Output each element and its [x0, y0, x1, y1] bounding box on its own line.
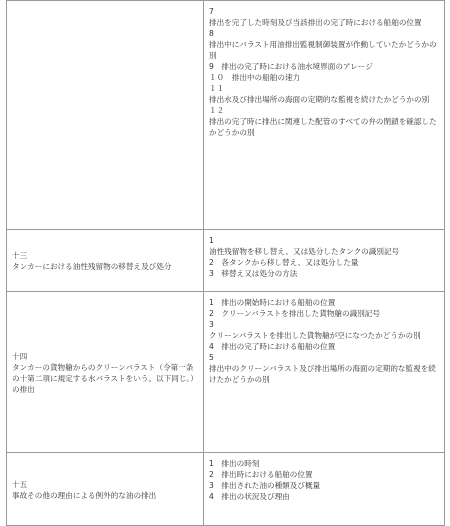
detail-line: 1 排出の開始時における船舶の位置: [209, 298, 336, 307]
detail-line: 排出を完了した時刻及び当該排出の完了時における船舶の位置: [209, 18, 422, 27]
table-row: [7, 230, 445, 292]
detail-line: 4 排出の状況及び理由: [209, 492, 290, 501]
item-cell: [7, 292, 204, 453]
item-cell: [7, 1, 204, 230]
detail-line: 3 排出された油の種類及び概量: [209, 481, 321, 490]
detail-line: 2 排出時における船舶の位置: [209, 470, 313, 479]
regulation-table: [6, 0, 445, 526]
item-title: タンカーの貨物艙からのクリーンバラスト（令第一条の十第二項に規定する水バラストをいう。以下同じ。）の排出: [12, 362, 198, 394]
detail-line: 3 移替え又は処分の方法: [209, 269, 298, 278]
detail-line: 排出中のクリーンバラスト及び排出場所の海面の定期的な監視を続けたかどうかの別: [209, 364, 436, 384]
detail-line: 2 クリーンバラストを排出した貨物艙の識別記号: [209, 309, 380, 318]
item-number: 十四: [12, 351, 28, 361]
detail-cell: [204, 1, 445, 230]
item-title: タンカーにおける油性残留物の移替え及び処分: [12, 262, 172, 271]
detail-cell: [204, 230, 445, 292]
detail-line: 1: [209, 236, 214, 245]
detail-line: 排出水及び排出場所の海面の定期的な監視を続けたかどうかの別: [209, 95, 430, 104]
detail-line: 油性残留物を移し替え、又は処分したタンクの識別記号: [209, 247, 400, 256]
table-row: [7, 292, 445, 453]
detail-line: 5: [209, 353, 214, 362]
item-cell: [7, 453, 204, 526]
detail-line: １２: [209, 106, 225, 115]
detail-line: 2 各タンクから移し替え、又は処分した量: [209, 258, 359, 267]
detail-line: 7: [209, 7, 214, 16]
detail-line: 9 排出の完了時における油水境界面のアレージ: [209, 62, 373, 71]
detail-line: 8: [209, 29, 214, 38]
detail-cell: [204, 453, 445, 526]
item-number: 十三: [12, 251, 28, 260]
table-row: [7, 453, 445, 526]
item-title: 事故その他の理由による例外的な油の排出: [12, 490, 157, 500]
detail-line: 4 排出の完了時における船舶の位置: [209, 342, 336, 351]
detail-line: 1 排出の時刻: [209, 459, 260, 468]
detail-cell: [204, 292, 445, 453]
detail-line: １１: [209, 84, 225, 93]
table-row: [7, 1, 445, 230]
item-cell: [7, 230, 204, 292]
detail-line: クリーンバラストを排出した貨物艙が空になつたかどうかの別: [209, 331, 421, 340]
detail-line: 排出の完了時に排出に関連した配管のすべての弁の閉鎖を確認したかどうかの別: [209, 117, 437, 137]
regulation-table-body: [7, 1, 445, 526]
detail-line: 排出中にバラスト用油排出監視制御装置が作動していたかどうかの別: [209, 40, 437, 60]
detail-line: 3: [209, 320, 214, 329]
item-number: 十五: [12, 479, 28, 489]
detail-line: １０ 排出中の船舶の速力: [209, 73, 301, 82]
